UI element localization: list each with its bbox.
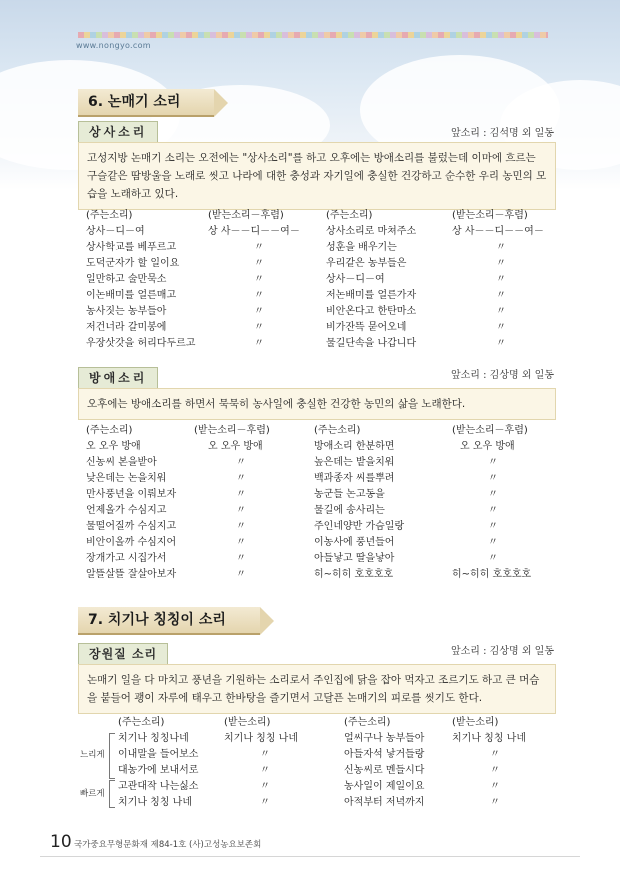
lyric-cell: 〃 <box>490 765 500 776</box>
lyric-cell: 〃 <box>236 505 246 516</box>
lyrics-row <box>118 777 558 793</box>
lyric-cell: 〃 <box>490 797 500 808</box>
lyric-cell: 〃 <box>254 274 264 285</box>
lyric-cell: 〃 <box>488 505 498 516</box>
decorative-strip <box>78 32 548 38</box>
lyrics-row <box>86 254 556 270</box>
lyric-cell: 아들낳고 딸을낳아 <box>314 553 395 564</box>
column-header: (받는소리－후렴) <box>194 425 270 436</box>
lyric-cell: 비안온다고 한탄마소 <box>326 306 417 317</box>
lyrics-header-row <box>86 206 556 222</box>
lyric-cell: 상 사－－디－－여－ <box>208 226 300 237</box>
lyric-cell: 〃 <box>260 765 270 776</box>
page-number: 10 <box>50 832 72 852</box>
lyric-cell: 〃 <box>488 537 498 548</box>
column-header: (받는소리－후렴) <box>452 425 528 436</box>
lyrics-row <box>118 745 558 761</box>
description-box: 오후에는 방애소리를 하면서 묵묵히 농사일에 충실한 건강한 농민의 삶을 노래한다. <box>78 388 556 420</box>
lyrics-row <box>86 533 556 549</box>
lyric-cell: 〃 <box>260 749 270 760</box>
lyric-cell: 우장삿갓을 허리다두르고 <box>86 338 196 349</box>
lyrics-row <box>86 565 556 581</box>
footer-rule <box>40 856 580 857</box>
lyric-cell: 〃 <box>488 473 498 484</box>
lyric-cell: 얼씨구나 농부들아 <box>344 733 425 744</box>
lyric-cell: 〃 <box>490 749 500 760</box>
lyrics-row <box>86 485 556 501</box>
lyric-cell: 대농가에 보내서로 <box>118 765 199 776</box>
lyric-cell: 비가잔뜩 묻어오네 <box>326 322 407 333</box>
lyrics-row <box>86 469 556 485</box>
lyric-cell: 치기나 칭칭 나네 <box>452 733 526 744</box>
credit-line: 앞소리 : 김상명 외 일동 <box>450 370 554 381</box>
tempo-label-slow: 느리게 <box>80 750 105 760</box>
lyric-cell: 아적부터 저녁까지 <box>344 797 425 808</box>
lyric-cell: 상사－디－여 <box>86 226 145 237</box>
lyric-cell: 〃 <box>488 489 498 500</box>
lyrics-row <box>86 318 556 334</box>
lyric-cell: 〃 <box>496 242 506 253</box>
column-header: (주는소리) <box>314 425 361 436</box>
lyric-cell: 〃 <box>236 537 246 548</box>
lyric-cell: 〃 <box>490 781 500 792</box>
tempo-label-fast: 빠르게 <box>80 789 105 799</box>
lyrics-header-row <box>86 421 556 437</box>
lyric-cell: 이논배미를 얼른매고 <box>86 290 177 301</box>
lyrics-row <box>86 270 556 286</box>
lyric-cell: 신농씨 본을받아 <box>86 457 157 468</box>
lyric-cell: 〃 <box>260 781 270 792</box>
lyric-cell: 언제올가 수심지고 <box>86 505 167 516</box>
lyric-cell: 일만하고 술만묵소 <box>86 274 167 285</box>
lyric-cell: 치기나 칭칭나네 <box>118 733 189 744</box>
lyric-cell: 〃 <box>254 242 264 253</box>
lyric-cell: 〃 <box>496 306 506 317</box>
lyric-cell: 오 오우 방애 <box>208 441 263 452</box>
lyric-cell: 물길에 송사리는 <box>314 505 385 516</box>
lyric-cell: 상 사－－디－－여－ <box>452 226 544 237</box>
lyrics-table <box>118 713 558 809</box>
lyric-cell: 상사－디－여 <box>326 274 385 285</box>
description-box: 논매기 일을 다 마치고 풍년을 기원하는 소리로서 주인집에 닭을 잡아 먹자고 조르기도 하고 큰 머슴을 붙들어 괭이 자루에 태우고 한바탕을 즐기면서 고달픈 논매기의 피로를 씻기도 한다. <box>78 664 556 714</box>
lyric-cell: 상사학교를 베푸르고 <box>86 242 177 253</box>
lyrics-row <box>86 302 556 318</box>
lyric-cell: 〃 <box>496 322 506 333</box>
lyric-cell: 오 오우 방애 <box>460 441 515 452</box>
lyric-cell: 〃 <box>254 290 264 301</box>
lyric-cell: 농사일이 제일이요 <box>344 781 425 792</box>
lyrics-row <box>86 453 556 469</box>
lyrics-row <box>118 793 558 809</box>
lyric-cell: 〃 <box>254 306 264 317</box>
lyric-cell: 〃 <box>236 553 246 564</box>
lyrics-row <box>86 437 556 453</box>
lyric-cell: 〃 <box>236 521 246 532</box>
lyrics-row <box>86 286 556 302</box>
lyric-cell: 〃 <box>496 274 506 285</box>
subsection-title: 방애소리 <box>78 367 158 390</box>
column-header: (주는소리) <box>86 425 133 436</box>
lyric-cell: 물떨어질까 수심지고 <box>86 521 177 532</box>
description-box: 고성지방 논매기 소리는 오전에는 "상사소리"를 하고 오후에는 방애소리를 불렀는데 이마에 흐르는 구슬같은 땀방울을 노래로 씻고 나라에 대한 충성과 자기일에 충실한 건강하고 순수한 우리 농민의 모습을 노래하고 있다. <box>78 142 556 210</box>
lyric-cell: 〃 <box>254 338 264 349</box>
lyrics-row <box>86 350 556 366</box>
lyric-cell: 오 오우 방애 <box>86 441 141 452</box>
lyric-cell: 아들자석 낳거들랑 <box>344 749 425 760</box>
lyric-cell: 치기나 칭칭 나네 <box>224 733 298 744</box>
footer-publication: 국가중요무형문화재 제84-1호 (사)고성농요보존회 <box>74 840 262 850</box>
lyric-cell: 도덕군자가 할 일이요 <box>86 258 180 269</box>
lyric-cell: 저논배미를 얼른가자 <box>326 290 417 301</box>
column-header: (주는소리) <box>344 717 391 728</box>
subsection-title: 상사소리 <box>78 121 158 144</box>
lyric-cell: 알뜰살뜰 잘살아보자 <box>86 569 177 580</box>
column-header: (주는소리) <box>118 717 165 728</box>
lyric-cell: 〃 <box>254 258 264 269</box>
credit-line: 앞소리 : 김석명 외 일동 <box>450 128 554 139</box>
lyric-cell: 〃 <box>236 489 246 500</box>
lyric-cell: 치기나 칭칭 나네 <box>118 797 192 808</box>
section-title: 6. 논매기 소리 <box>78 89 214 117</box>
column-header: (받는소리) <box>452 717 499 728</box>
lyric-cell: 비안이올까 수심지어 <box>86 537 177 548</box>
lyric-cell: 우리같은 농부들은 <box>326 258 407 269</box>
column-header: (주는소리) <box>326 210 373 221</box>
lyric-cell: 히~히히 호호호호 <box>452 569 532 580</box>
lyrics-row <box>86 549 556 565</box>
lyric-cell: 장개가고 시집가서 <box>86 553 167 564</box>
lyric-cell: 〃 <box>496 258 506 269</box>
lyric-cell: 높은데는 밭을치워 <box>314 457 395 468</box>
section-title: 7. 치기나 칭칭이 소리 <box>78 607 260 635</box>
lyric-cell: 물길단속을 나갑니다 <box>326 338 417 349</box>
lyric-cell: 〃 <box>260 797 270 808</box>
lyric-cell: 고관대작 나는싫소 <box>118 781 199 792</box>
site-url: www.nongyo.com <box>76 41 151 50</box>
lyrics-row <box>86 501 556 517</box>
lyric-cell: 낮은데는 논을치워 <box>86 473 167 484</box>
lyric-cell: 〃 <box>496 338 506 349</box>
lyric-cell: 이농사에 풍년들어 <box>314 537 395 548</box>
lyrics-row <box>86 517 556 533</box>
credit-line: 앞소리 : 김상명 외 일동 <box>450 646 554 657</box>
lyric-cell: 〃 <box>488 553 498 564</box>
lyric-cell: 상사소리로 마쳐주소 <box>326 226 417 237</box>
lyric-cell: 〃 <box>488 521 498 532</box>
lyric-cell: 방애소리 한분하면 <box>314 441 395 452</box>
lyrics-row <box>118 761 558 777</box>
lyrics-table <box>86 421 556 581</box>
lyric-cell: 저건너라 갈미봉에 <box>86 322 167 333</box>
lyric-cell: 이내말을 들어보소 <box>118 749 199 760</box>
lyric-cell: 주인네양반 가슴일랑 <box>314 521 405 532</box>
column-header: (받는소리－후렴) <box>208 210 284 221</box>
lyrics-row <box>86 334 556 350</box>
lyrics-row <box>86 222 556 238</box>
lyric-cell: 히~히히 호호호호 <box>314 569 394 580</box>
tempo-bracket-slow <box>109 733 115 779</box>
lyric-cell: 농군들 논고동을 <box>314 489 385 500</box>
lyric-cell: 〃 <box>236 569 246 580</box>
lyric-cell: 농사짓는 농부들아 <box>86 306 167 317</box>
tempo-bracket-fast <box>109 780 115 808</box>
lyrics-table <box>86 206 556 366</box>
lyric-cell: 〃 <box>236 473 246 484</box>
lyric-cell: 〃 <box>254 322 264 333</box>
lyric-cell: 신농씨로 멘들시다 <box>344 765 425 776</box>
column-header: (주는소리) <box>86 210 133 221</box>
lyrics-row <box>86 238 556 254</box>
subsection-title: 장원질 소리 <box>78 643 168 666</box>
lyric-cell: 〃 <box>488 457 498 468</box>
lyric-cell: 만사풍년을 이뤄보자 <box>86 489 177 500</box>
lyrics-row <box>118 729 558 745</box>
lyric-cell: 〃 <box>236 457 246 468</box>
lyrics-header-row <box>118 713 558 729</box>
column-header: (받는소리－후렴) <box>452 210 528 221</box>
lyric-cell: 〃 <box>496 290 506 301</box>
lyric-cell: 백과종자 씨를뿌려 <box>314 473 395 484</box>
lyric-cell: 성훈을 배우기는 <box>326 242 397 253</box>
column-header: (받는소리) <box>224 717 271 728</box>
